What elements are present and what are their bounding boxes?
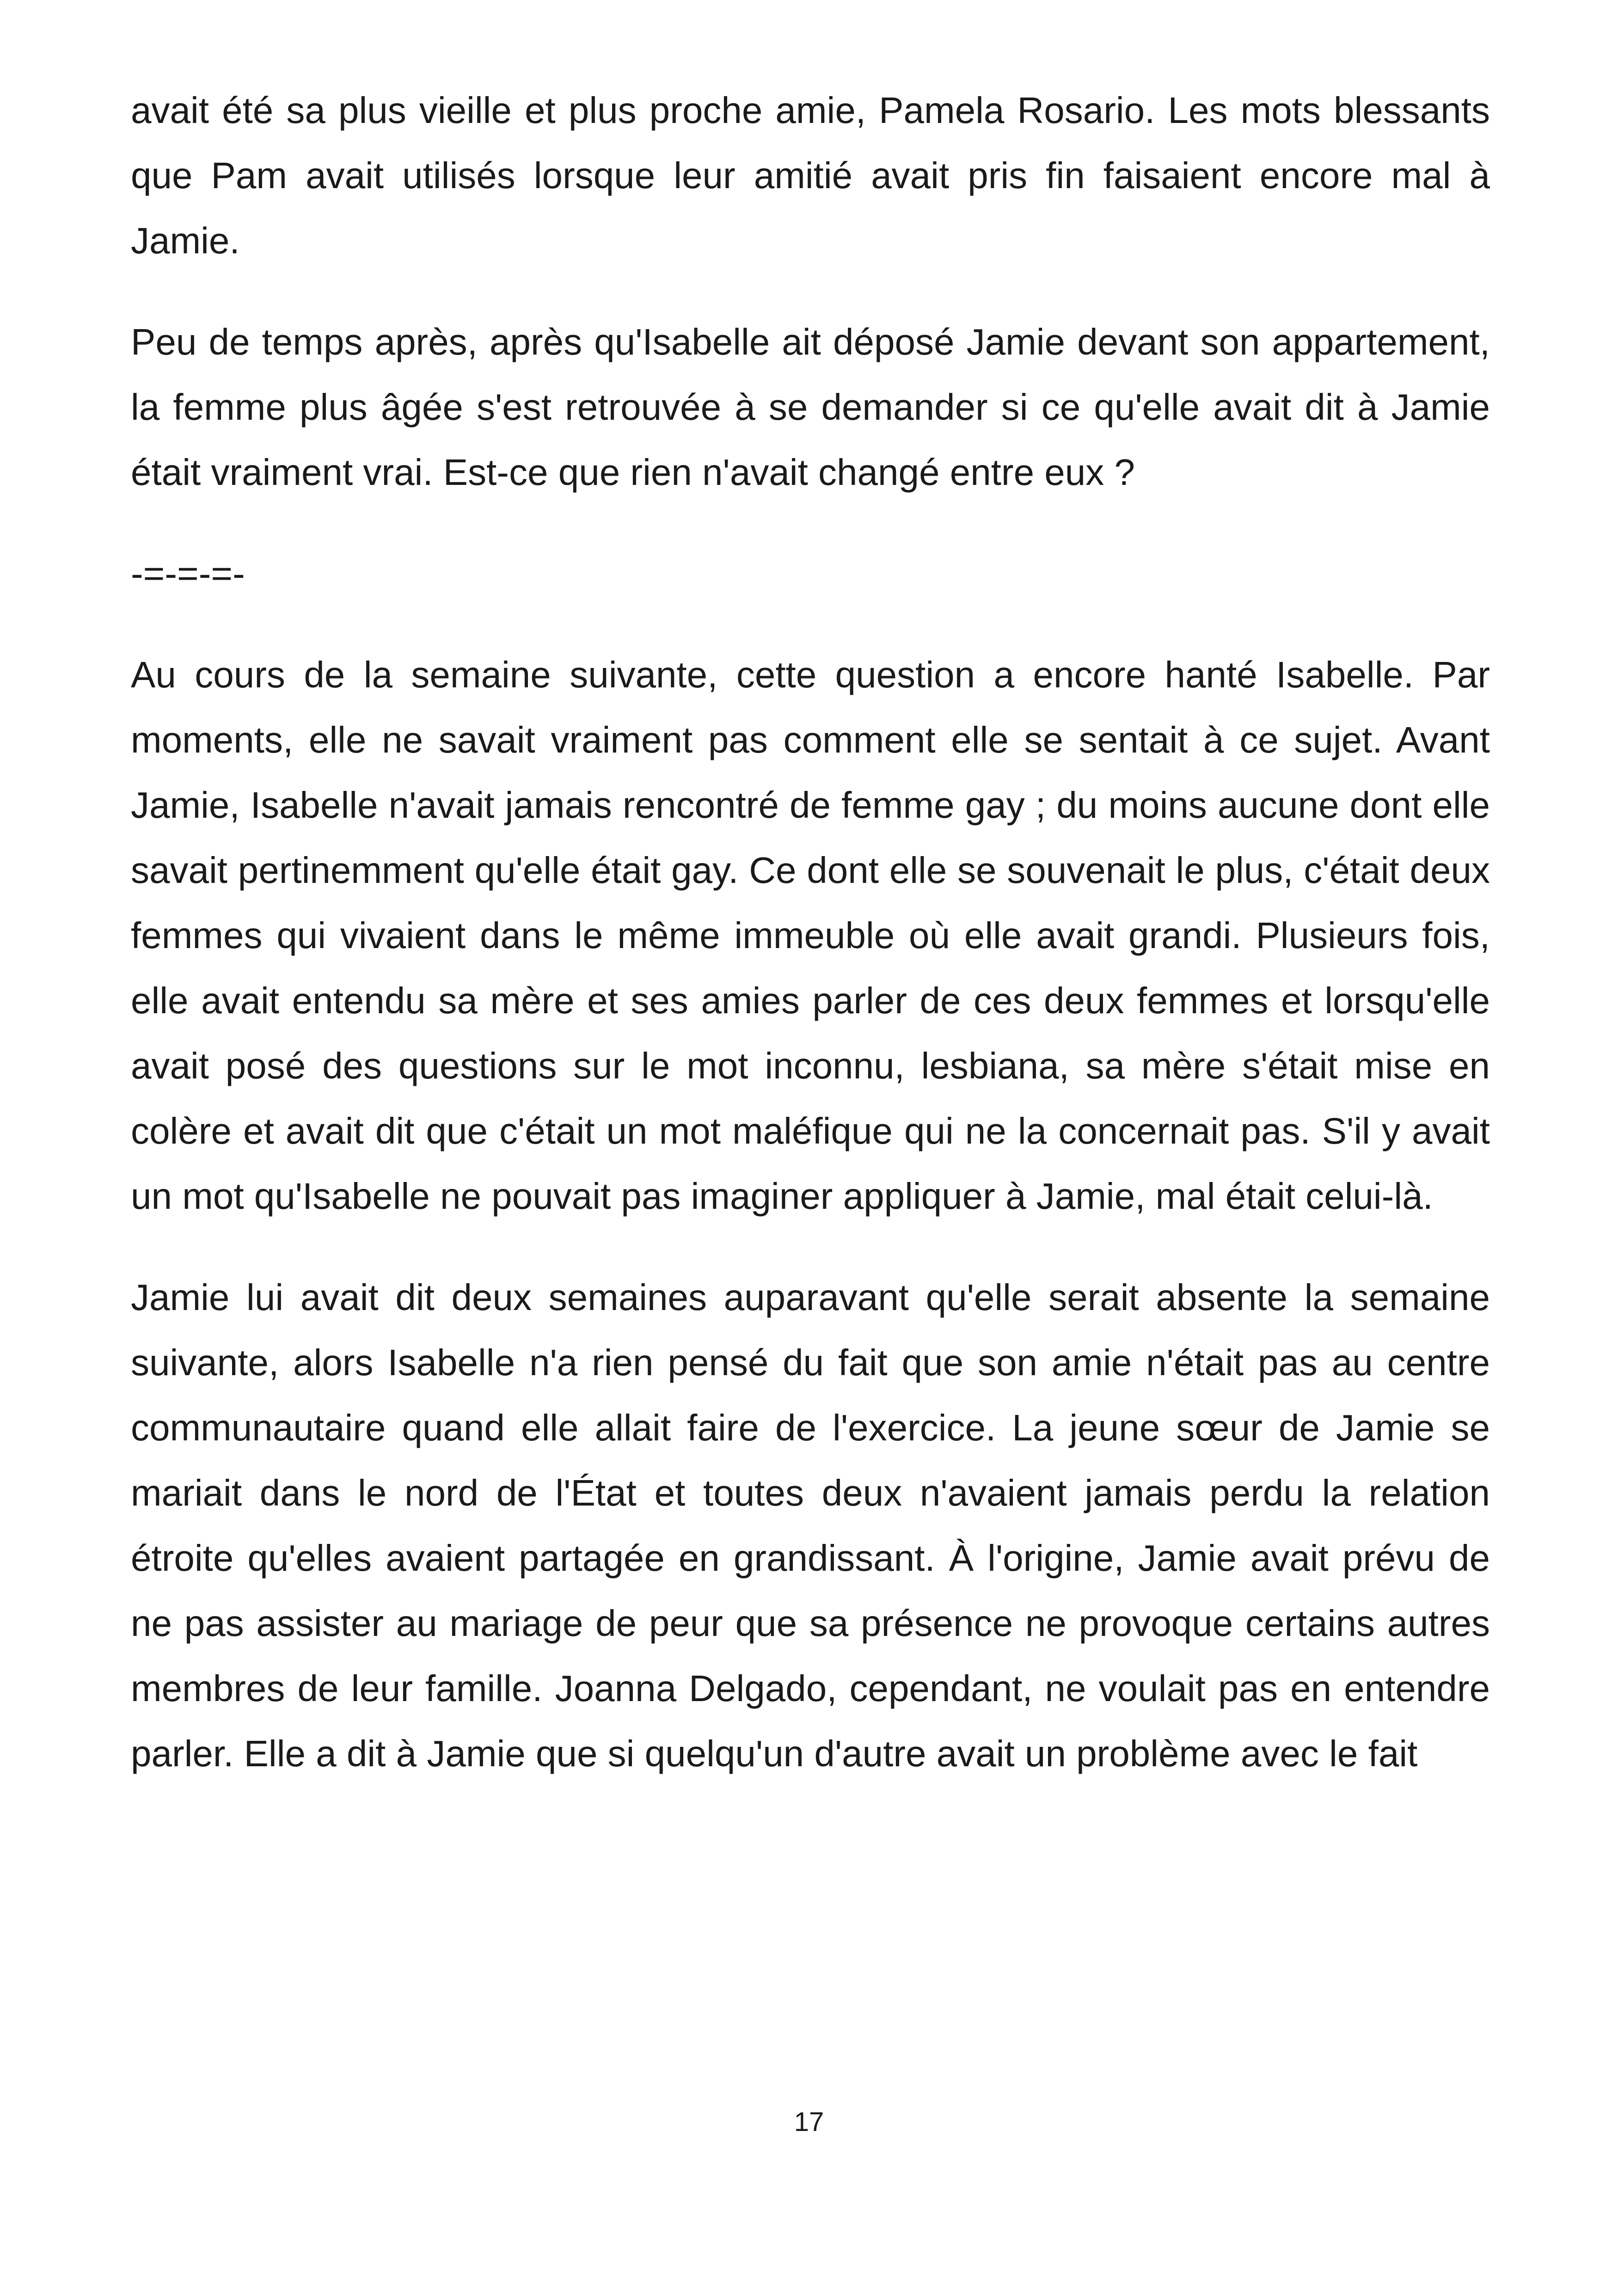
paragraph-3: Au cours de la semaine suivante, cette question a encore hanté Isabelle. Par moments, elle ne savait vraiment pas comment elle se sentait à ce sujet. Avant Jamie, Isabelle n'avait jamais rencontré de femme gay ; du moins aucune dont elle savait pertinemment qu'elle était gay. Ce dont elle se souvenait le plus, c'était deux femmes qui vivaient dans le même immeuble où elle avait grandi. Plusieurs fois, elle avait entendu sa mère et ses amies parler de ces deux femmes et lorsqu'elle avait posé des questions sur le mot inconnu, lesbiana, sa mère s'était mise en colère et avait dit que c'était un mot maléfique qui ne la concernait pas. S'il y avait un mot qu'Isabelle ne pouvait pas imaginer appliquer à Jamie, mal était celui-là. bbox=[131, 654, 1490, 1217]
paragraph-1: avait été sa plus vieille et plus proche amie, Pamela Rosario. Les mots blessants que Pam avait utilisés lorsque leur amitié avait pris fin faisaient encore mal à Jamie. bbox=[131, 90, 1490, 261]
section-separator: -=-=-=- bbox=[131, 553, 245, 594]
body-text bbox=[131, 78, 1490, 1822]
paragraph-4: Jamie lui avait dit deux semaines auparavant qu'elle serait absente la semaine suivante, alors Isabelle n'a rien pensé du fait que son amie n'était pas au centre communautaire quand elle allait faire de l'exercice. La jeune sœur de Jamie se mariait dans le nord de l'État et toutes deux n'avaient jamais perdu la relation étroite qu'elles avaient partagée en grandissant. À l'origine, Jamie avait prévu de ne pas assister au mariage de peur que sa présence ne provoque certains autres membres de leur famille. Joanna Delgado, cependant, ne voulait pas en entendre parler. Elle a dit à Jamie que si quelqu'un d'autre avait un problème avec le fait bbox=[131, 1277, 1490, 1774]
paragraph-2: Peu de temps après, après qu'Isabelle ait déposé Jamie devant son appartement, la femme plus âgée s'est retrouvée à se demander si ce qu'elle avait dit à Jamie était vraiment vrai. Est-ce que rien n'avait changé entre eux ? bbox=[131, 321, 1490, 493]
page-number: 17 bbox=[794, 2107, 824, 2137]
